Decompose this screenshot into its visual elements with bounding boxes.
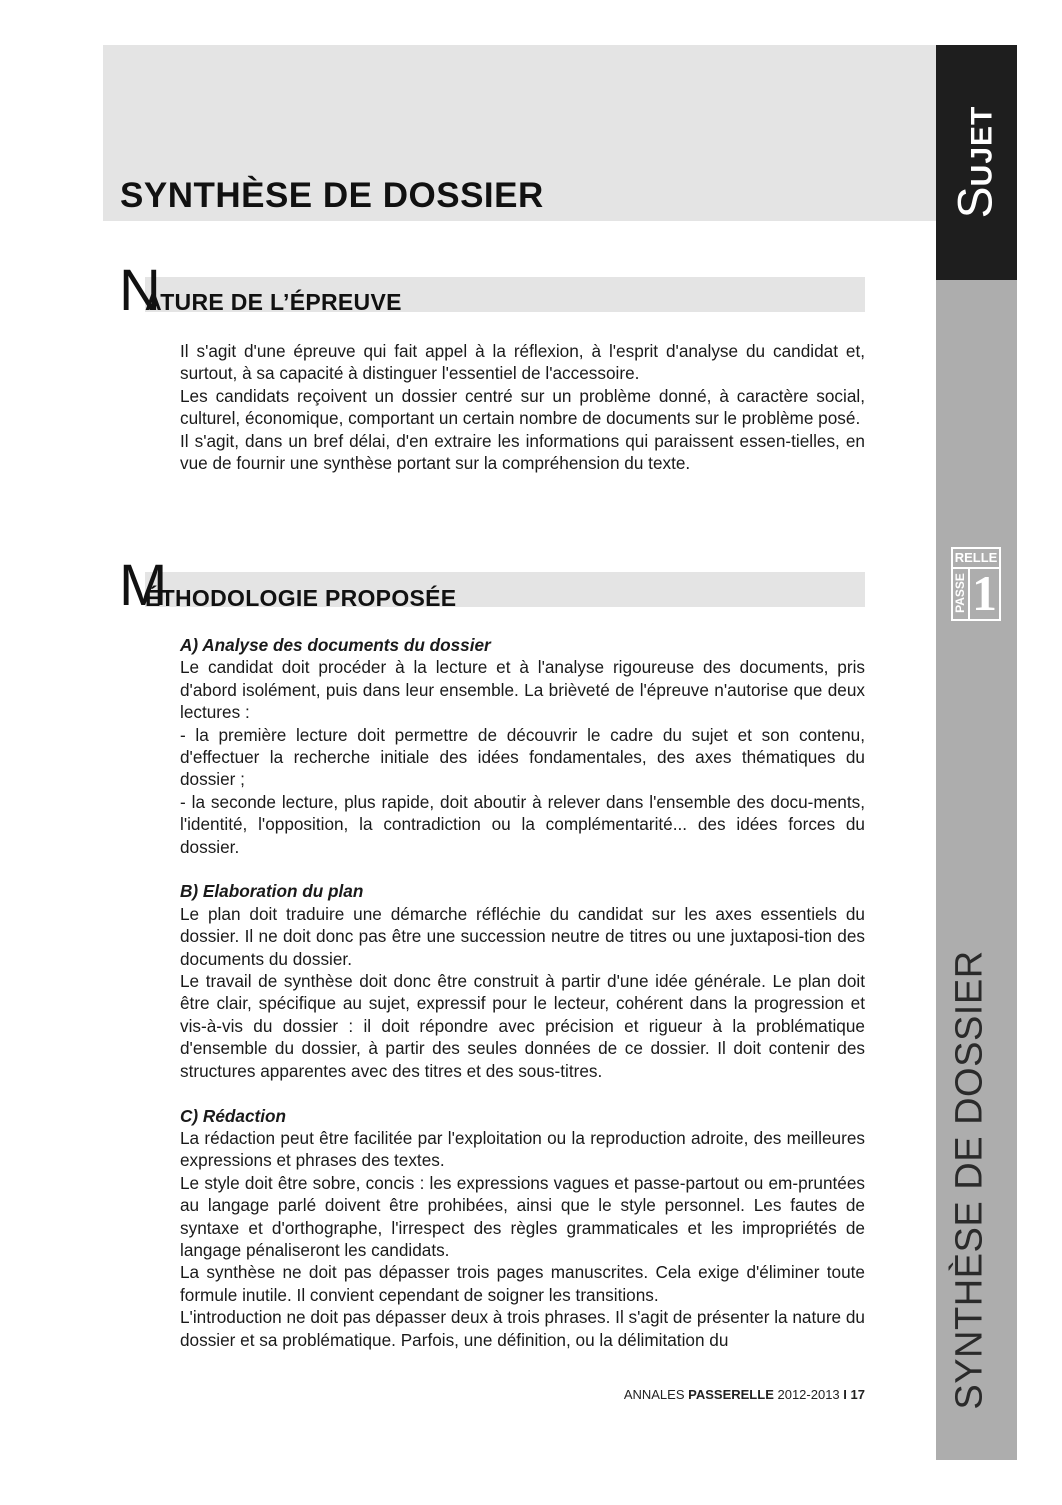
paragraph: - la seconde lecture, plus rapide, doit aboutir à relever dans l'ensemble des docu-ments, l'identité, l'opposition, la contradiction ou la complémentarité... des idées forces du dossier. xyxy=(180,791,865,857)
footer-prefix: ANNALES xyxy=(623,1387,685,1402)
logo-top-text: RELLE xyxy=(953,549,999,569)
paragraph: Le travail de synthèse doit donc être construit à partir d'une idée générale. Le plan doit être clair, spécifique au sujet, expressif pour le lecteur, cohérent dans la progression et vis-à-vis du dossier : il doit répondre avec précision et rigueur à la problématique d'ensemble du dossier, à partir des seules données de ce dossier. Il doit contenir des structures apparentes avec des titres et des sous-titres. xyxy=(180,971,865,1081)
page-title: SYNTHÈSE DE DOSSIER xyxy=(120,176,544,215)
side-band-title: SYNTHÈSE DE DOSSIER xyxy=(948,950,991,1410)
footer-brand: PASSERELLE xyxy=(688,1387,774,1402)
paragraph: La synthèse ne doit pas dépasser trois pages manuscrites. Cela exige d'éliminer toute formule inutile. Il convient cependant de soigner les transitions. xyxy=(180,1262,865,1305)
passerelle-logo xyxy=(951,547,1001,621)
section1-body xyxy=(180,340,865,474)
side-tab-label xyxy=(949,106,1004,219)
page-footer xyxy=(624,1387,865,1402)
section2-heading: ÉTHODOLOGIE PROPOSÉE xyxy=(145,585,457,611)
logo-number: 1 xyxy=(972,565,997,621)
paragraph: - la première lecture doit permettre de découvrir le cadre du sujet et son contenu, d'effectuer la recherche initiale des idées fondamentales, des axes thématiques du dossier ; xyxy=(180,724,865,790)
logo-side-text: PASSE xyxy=(953,573,967,613)
paragraph: La rédaction peut être facilitée par l'exploitation ou la reproduction adroite, des meilleures expressions et phrases des textes. xyxy=(180,1127,865,1171)
paragraph: Il s'agit, dans un bref délai, d'en extraire les informations qui paraissent essen-tielles, en vue de fournir une synthèse portant sur la compréhension du texte. xyxy=(180,430,865,474)
spacer xyxy=(180,858,865,880)
side-tab-rest: UJET xyxy=(965,105,999,187)
paragraph: Le candidat doit procéder à la lecture et à l'analyse rigoureuse des documents, pris d'abord isolément, puis dans leur ensemble. La brièveté de l'épreuve n'autorise que deux lectures : xyxy=(180,657,865,723)
page-number: 17 xyxy=(850,1387,865,1402)
paragraph: L'introduction ne doit pas dépasser deux à trois phrases. Il s'agit de présenter la nature du dossier et sa problématique. Parfois, une définition, ou la délimitation du xyxy=(180,1307,865,1350)
footer-years: 2012-2013 xyxy=(777,1387,840,1402)
side-tab-cap: S xyxy=(949,186,1003,219)
paragraph: Le style doit être sobre, concis : les expressions vagues et passe-partout ou em-pruntées au langage parlé doivent être prohibées, ainsi que le style personnel. Les fautes de syntaxe et d'orthographe, l'irrespect des règles grammaticales et les impropriétés de langage pénaliseront les candidats. xyxy=(180,1172,865,1260)
spacer xyxy=(180,1082,865,1104)
subsection-c-heading: C) Rédaction xyxy=(180,1105,286,1126)
paragraph: Les candidats reçoivent un dossier centré sur un problème donné, à caractère social, culturel, économique, comportant un certain nombre de documents sur le problème posé. xyxy=(180,385,865,429)
footer-separator: I xyxy=(843,1387,847,1402)
paragraph: Le plan doit traduire une démarche réfléchie du candidat sur les axes essentiels du dossier. Il ne doit donc pas être une succession neutre de titres ou une juxtaposi-tion des documents du dossier. xyxy=(180,903,865,969)
logo-side xyxy=(953,567,970,619)
section2-initial: M xyxy=(119,553,168,618)
section1-heading: ATURE DE L’ÉPREUVE xyxy=(145,289,402,315)
subsection-b-heading: B) Elaboration du plan xyxy=(180,881,364,902)
section2-body xyxy=(180,634,865,1351)
paragraph: Il s'agit d'une épreuve qui fait appel à la réflexion, à l'esprit d'analyse du candidat et, surtout, à sa capacité à distinguer l'essentiel de l'accessoire. xyxy=(180,341,865,384)
section1-initial: N xyxy=(119,258,161,323)
subsection-a-heading: A) Analyse des documents du dossier xyxy=(180,635,491,655)
